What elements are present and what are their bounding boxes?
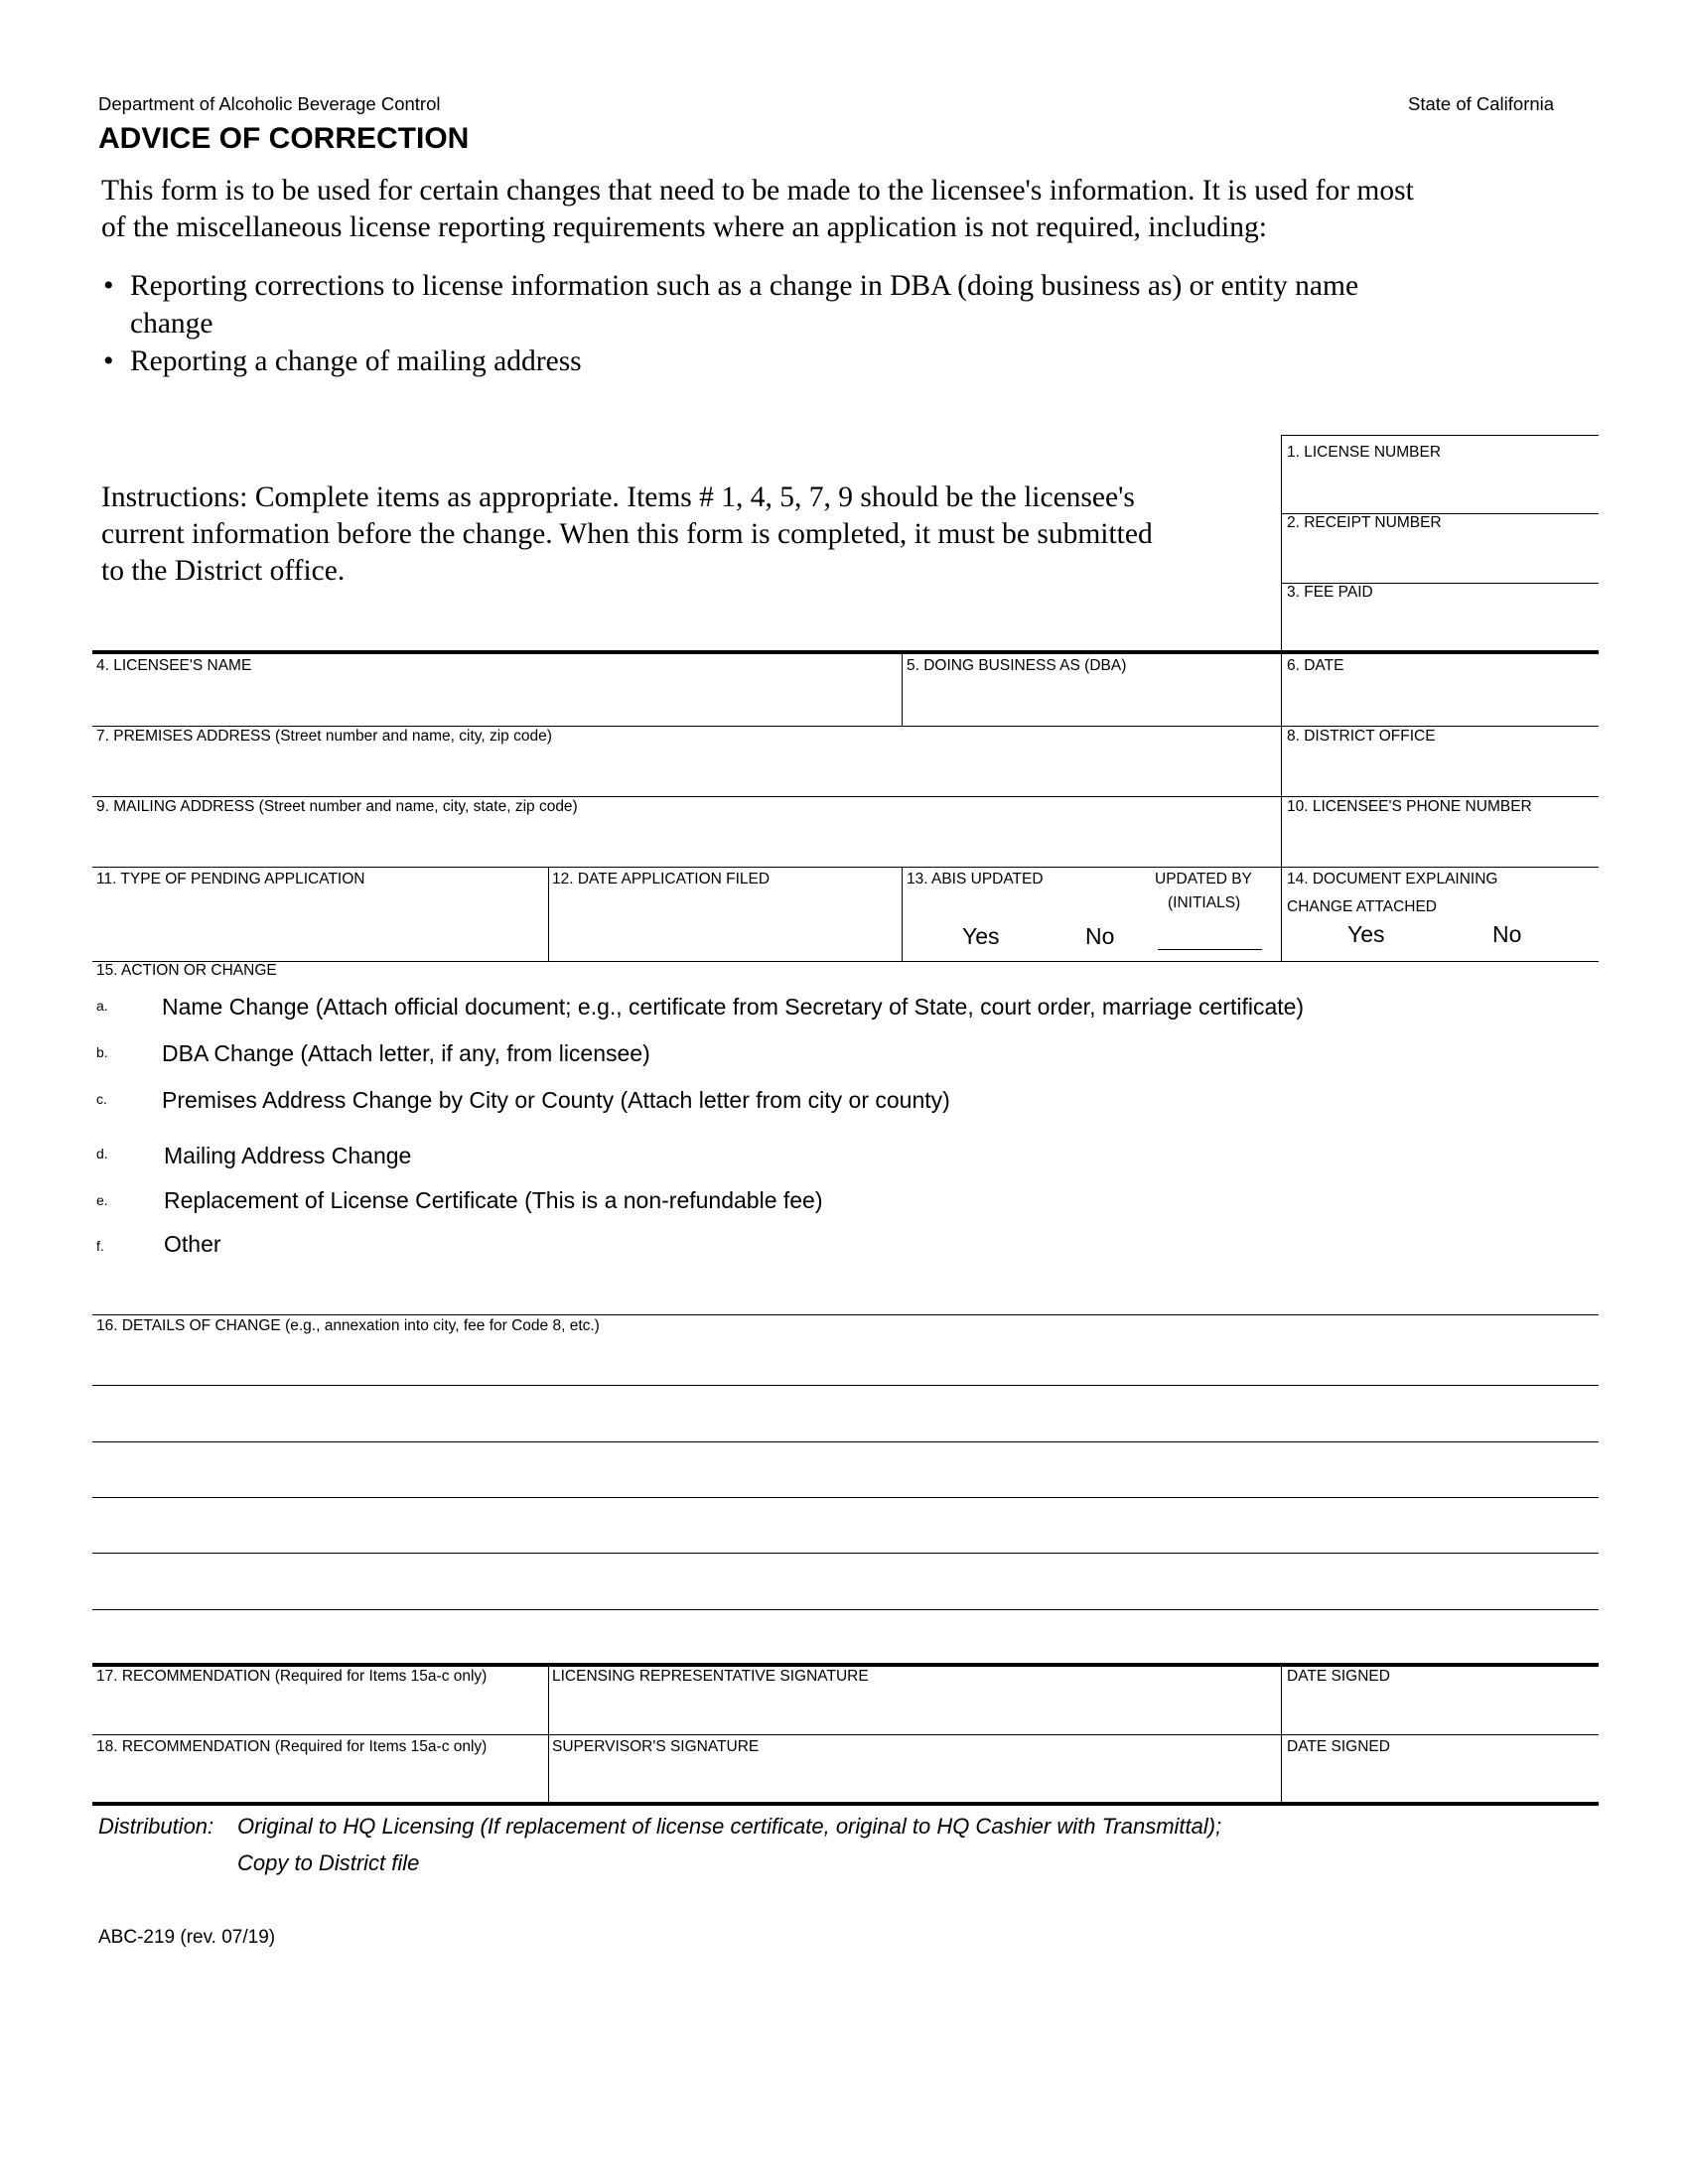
- pending-application-field[interactable]: 11. TYPE OF PENDING APPLICATION: [96, 871, 365, 887]
- initials-field[interactable]: [1158, 949, 1262, 950]
- instructions-line-3: to the District office.: [101, 555, 346, 587]
- replacement-certificate-option[interactable]: Replacement of License Certificate (This is a non-refundable fee): [164, 1187, 823, 1213]
- details-line[interactable]: [92, 1553, 1599, 1554]
- details-line[interactable]: [92, 1441, 1599, 1442]
- other-option[interactable]: Other: [164, 1231, 221, 1257]
- rule: [92, 726, 1599, 727]
- rule: [92, 867, 1599, 868]
- abis-no-option[interactable]: No: [1085, 923, 1115, 949]
- action-or-change-title: 15. ACTION OR CHANGE: [96, 962, 277, 979]
- intro-bullet-1-line-1: Reporting corrections to license information such as a change in DBA (doing business as) or entity name: [130, 270, 1359, 302]
- date-signed-field[interactable]: DATE SIGNED: [1287, 1738, 1390, 1755]
- option-letter: f.: [96, 1238, 104, 1254]
- option-letter: e.: [96, 1192, 108, 1208]
- fee-paid-field[interactable]: 3. FEE PAID: [1287, 584, 1373, 601]
- intro-bullet-1-line-2: change: [130, 308, 213, 340]
- rule: [1281, 435, 1599, 436]
- option-letter: d.: [96, 1146, 108, 1161]
- rule: [902, 868, 903, 962]
- supervisor-signature-field[interactable]: SUPERVISOR'S SIGNATURE: [552, 1738, 760, 1755]
- district-office-field[interactable]: 8. DISTRICT OFFICE: [1287, 728, 1436, 745]
- form-id: ABC-219 (rev. 07/19): [98, 1927, 276, 1948]
- name-change-option[interactable]: Name Change (Attach official document; e.g., certificate from Secretary of State, court order, marriage certificate): [162, 994, 1305, 1020]
- department-name: Department of Alcoholic Beverage Control: [98, 93, 441, 114]
- license-number-field[interactable]: 1. LICENSE NUMBER: [1287, 444, 1442, 461]
- rule: [92, 1734, 1599, 1735]
- rule: [1281, 1666, 1282, 1803]
- details-of-change-label: 16. DETAILS OF CHANGE (e.g., annexation into city, fee for Code 8, etc.): [96, 1317, 600, 1334]
- initials-label: (INITIALS): [1168, 894, 1241, 911]
- licensee-name-field[interactable]: 4. LICENSEE'S NAME: [96, 657, 252, 674]
- option-letter: c.: [96, 1091, 107, 1107]
- date-field[interactable]: 6. DATE: [1287, 657, 1344, 674]
- premises-address-field[interactable]: 7. PREMISES ADDRESS (Street number and name, city, zip code): [96, 728, 552, 745]
- recommendation-17-field[interactable]: 17. RECOMMENDATION (Required for Items 15a-c only): [96, 1668, 488, 1685]
- date-signed-field[interactable]: DATE SIGNED: [1287, 1668, 1390, 1685]
- option-letter: b.: [96, 1044, 108, 1060]
- rule: [92, 650, 1599, 654]
- mailing-address-field[interactable]: 9. MAILING ADDRESS (Street number and name, city, state, zip code): [96, 798, 578, 815]
- distribution-line-1: Original to HQ Licensing (If replacement of license certificate, original to HQ Cashier with Transmittal);: [237, 1814, 1222, 1839]
- updated-by-label: UPDATED BY: [1155, 871, 1252, 887]
- premises-address-change-option[interactable]: Premises Address Change by City or County (Attach letter from city or county): [162, 1087, 950, 1113]
- intro-line-2: of the miscellaneous license reporting requirements where an application is not required, including:: [101, 211, 1267, 243]
- dba-change-option[interactable]: DBA Change (Attach letter, if any, from licensee): [162, 1040, 650, 1066]
- mailing-address-change-option[interactable]: Mailing Address Change: [164, 1143, 412, 1168]
- document-yes-option[interactable]: Yes: [1347, 921, 1385, 947]
- distribution-line-2: Copy to District file: [237, 1850, 420, 1875]
- representative-signature-field[interactable]: LICENSING REPRESENTATIVE SIGNATURE: [552, 1668, 869, 1685]
- change-attached-label: CHANGE ATTACHED: [1287, 898, 1437, 915]
- date-filed-field[interactable]: 12. DATE APPLICATION FILED: [552, 871, 771, 887]
- phone-field[interactable]: 10. LICENSEE'S PHONE NUMBER: [1287, 798, 1532, 815]
- abis-yes-option[interactable]: Yes: [962, 923, 1000, 949]
- receipt-number-field[interactable]: 2. RECEIPT NUMBER: [1287, 514, 1442, 531]
- instructions-line-2: current information before the change. When this form is completed, it must be submitted: [101, 518, 1153, 550]
- distribution-label: Distribution:: [98, 1814, 214, 1839]
- rule: [548, 1666, 549, 1803]
- rule: [92, 796, 1599, 797]
- rule: [1281, 653, 1282, 962]
- abis-updated-label: 13. ABIS UPDATED: [907, 871, 1044, 887]
- rule: [1281, 435, 1282, 653]
- bullet-icon: •: [103, 344, 114, 377]
- recommendation-18-field[interactable]: 18. RECOMMENDATION (Required for Items 15a-c only): [96, 1738, 488, 1755]
- state-name: State of California: [1408, 93, 1555, 114]
- rule: [548, 868, 549, 962]
- rule: [92, 1663, 1599, 1667]
- rule: [902, 653, 903, 727]
- details-line[interactable]: [92, 1609, 1599, 1610]
- document-no-option[interactable]: No: [1492, 921, 1522, 947]
- details-line[interactable]: [92, 1385, 1599, 1386]
- dba-field[interactable]: 5. DOING BUSINESS AS (DBA): [907, 657, 1127, 674]
- rule: [92, 1802, 1599, 1806]
- option-letter: a.: [96, 998, 108, 1014]
- intro-bullet-2: Reporting a change of mailing address: [130, 345, 582, 377]
- instructions-line-1: Instructions: Complete items as appropriate. Items # 1, 4, 5, 7, 9 should be the licensee's: [101, 481, 1135, 513]
- document-explaining-label: 14. DOCUMENT EXPLAINING: [1287, 871, 1498, 887]
- details-line[interactable]: [92, 1497, 1599, 1498]
- intro-line-1: This form is to be used for certain changes that need to be made to the licensee's information. It is used for most: [101, 175, 1414, 206]
- rule: [92, 961, 1599, 962]
- form-title: ADVICE OF CORRECTION: [98, 122, 470, 155]
- rule: [92, 1314, 1599, 1315]
- bullet-icon: •: [103, 269, 114, 302]
